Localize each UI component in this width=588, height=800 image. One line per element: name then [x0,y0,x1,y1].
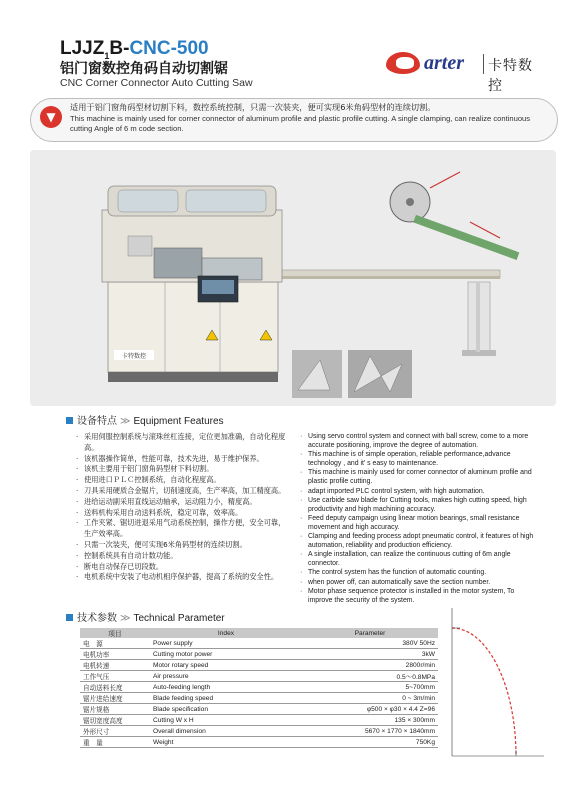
table-header-row [80,628,438,638]
params-title-cn: 技术参数 [77,613,117,624]
section-square-icon [66,614,73,621]
list-item: · adapt imported PLC control system, with high automation. [300,487,536,496]
list-item: · Using servo control system and connect with ball screw, come to a more accurate positioning, improve the degree of automation. [300,432,536,450]
table-row [80,660,438,671]
list-item: · The control system has the function of automatic counting. [300,568,536,577]
list-item: · when power off, can automatically save the section number. [300,578,536,587]
table-row [80,737,438,748]
brand-name: arter [424,52,464,74]
list-item: · 断电自动保存已切段数。 [76,562,290,573]
params-title-en: Technical Parameter [133,613,225,624]
table-cell: 2800r/min [302,660,438,671]
table-cell: Weight [150,737,302,748]
title-english: CNC Corner Connector Auto Cutting Saw [60,77,253,89]
table-cell: Cutting W x H [150,715,302,726]
table-cell: Power supply [150,638,302,649]
table-cell: Cutting motor power [150,649,302,660]
list-item: · Feed deputy campaign using linear motion bearings, small resistance movement and high accuracy. [300,514,536,532]
double-chevron-icon: ≫ [120,613,131,624]
model-cnc: CNC-500 [129,38,209,59]
section-square-icon [66,417,73,424]
table-row [80,704,438,715]
table-cell: 0 ~ 3m/min [302,693,438,704]
table-cell: 工作气压 [80,671,150,682]
table-header: Index [150,628,302,638]
table-row [80,693,438,704]
model-subscript: 1 [104,50,110,61]
list-item: · Use carbide saw blade for Cutting tools, makes high cutting speed, high productivity and high machining accuracy. [300,496,536,514]
params-table [80,628,438,748]
list-item: · 该机主要用于铝门窗角码型材下料切割。 [76,464,290,475]
dimension-arc-drawing [448,600,548,760]
table-cell: 380V 50Hz [302,638,438,649]
title-chinese: 铝门窗数控角码自动切割锯 [60,61,228,77]
features-list-en [300,432,536,605]
features-title-en: Equipment Features [133,416,224,427]
table-cell: 自动送料长度 [80,682,150,693]
brand-name-cn: 卡特数控 [488,58,533,94]
machine-illustration [30,150,556,406]
table-header: 项目 [80,628,150,638]
double-chevron-icon: ≫ [120,416,131,427]
table-cell: 电 源 [80,638,150,649]
list-item: · 进给运动副采用直线运动轴承，运动阻力小，精度高。 [76,497,290,508]
table-cell: Air pressure [150,671,302,682]
table-cell: 重 量 [80,737,150,748]
table-cell: 5670 × 1770 × 1840mm [302,726,438,737]
table-cell: Blade feeding speed [150,693,302,704]
list-item: · 使用进口ＰＬＣ控制系统，自动化程度高。 [76,475,290,486]
list-item: · 刀具采用硬质合金锯片，切削速度高，生产率高，加工精度高。 [76,486,290,497]
list-item: · 控制系统具有自动计数功能。 [76,551,290,562]
table-cell: 750Kg [302,737,438,748]
table-cell: Overall dimension [150,726,302,737]
table-cell: φ500 × φ30 × 4.4 Z=96 [302,704,438,715]
table-row [80,715,438,726]
machine-photo [30,150,556,406]
table-cell: Blade specification [150,704,302,715]
list-item: · 采用伺服控制系统与滚珠丝杠连接，定位更加准确，自动化程度高。 [76,432,290,454]
list-item: · This machine is mainly used for corner connector of aluminum profile and plastic profile cutting. [300,468,536,486]
table-cell: 5~700mm [302,682,438,693]
table-cell: 0.5～0.8MPa [302,671,438,682]
list-item: · Motor phase sequence protector is installed in the motor system, To improve the security of the system. [300,587,536,605]
list-item: · Clamping and feeding process adopt pneumatic control, it features of high automation, reliability and production efficiency. [300,532,536,550]
list-item: · This machine is of simple operation, reliable performance,advance technology , and it' s easy to maintenance. [300,450,536,468]
intro-chinese: 适用于铝门窗角码型材切割下料，数控系统控制，只需一次装夹，便可实现6米角码型材的连续切割。 [70,102,436,112]
table-row [80,649,438,660]
table-cell: Motor rotary speed [150,660,302,671]
table-cell: 锯切宽度高度 [80,715,150,726]
logo-divider [483,54,484,74]
photo-logo-text: 卡特数控 [121,353,147,360]
table-row [80,638,438,649]
features-title-cn: 设备特点 [77,416,117,427]
features-heading [66,412,224,427]
table-row [80,726,438,737]
table-cell: 3kW [302,649,438,660]
intro-english: This machine is mainly used for corner connector of aluminum profile and plastic profile cutting. A single clamping, can realize continuous cutting Angle of 6 m code section. [70,114,531,133]
model-prefix: LJJZ [60,38,105,59]
table-row [80,671,438,682]
table-cell: 外形尺寸 [80,726,150,737]
list-item: · A single installation, can realize the continuous cutting of 6m angle connector. [300,550,536,568]
list-item: · 该机器操作简单，性能可靠，技术先进，易于维护保养。 [76,454,290,465]
brand-logo [384,50,544,94]
table-cell: Auto-feeding length [150,682,302,693]
table-header: Parameter [302,628,438,638]
table-cell: 电机功率 [80,649,150,660]
list-item: · 工作夹紧、锯切进退采用气动系统控制，操作方便，安全可靠，生产效率高。 [76,518,290,540]
table-cell: 锯片进给速度 [80,693,150,704]
dimension-diagram [448,600,548,760]
table-cell: 135 × 300mm [302,715,438,726]
list-item: · 送料机构采用自动送料系统，稳定可靠，效率高。 [76,508,290,519]
model-mid: B- [109,38,130,59]
params-heading [66,609,225,624]
features-list-cn [76,432,290,583]
brand-c-mark-icon [386,52,420,74]
table-cell: 电机转速 [80,660,150,671]
list-item: · 只需一次装夹，便可实现6米角码型材的连续切割。 [76,540,290,551]
list-item: · 电机系统中安装了电动机相序保护器，提高了系统的安全性。 [76,572,290,583]
table-row [80,682,438,693]
chevron-down-icon: ▼ [40,106,62,128]
table-cell: 锯片规格 [80,704,150,715]
